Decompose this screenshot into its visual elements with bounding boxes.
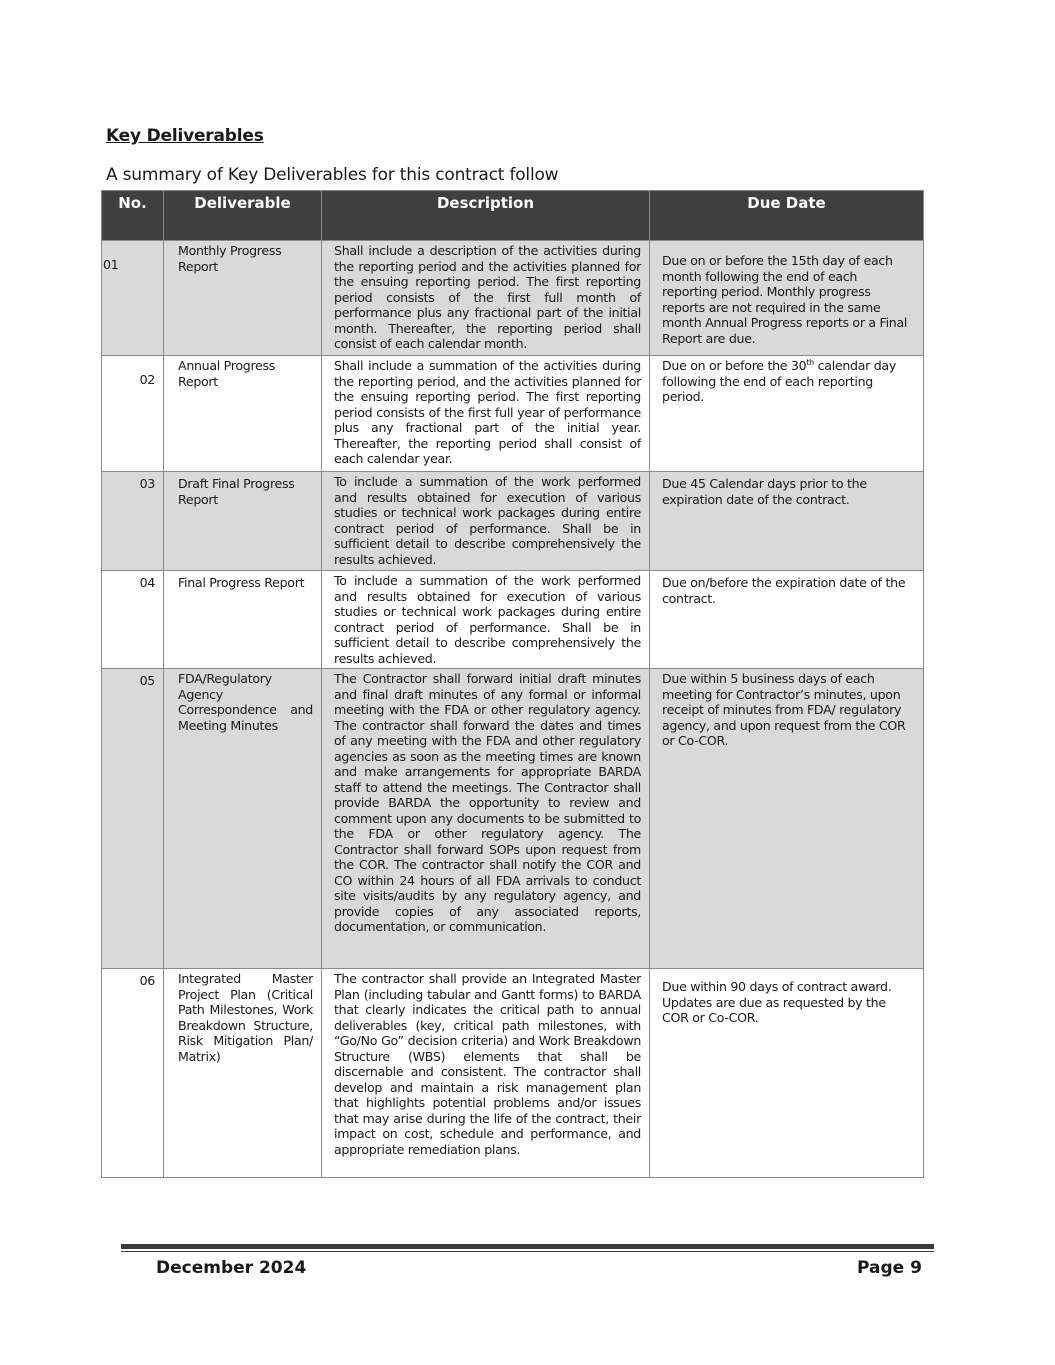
table-row [102,669,924,969]
due-date: Due within 90 days of contract award. Updates are due as requested by the COR or Co-COR. [650,969,924,1178]
footer-date: December 2024 [156,1258,307,1278]
deliverables-table [101,190,924,1178]
intro-text: A summary of Key Deliverables for this contract follow [106,165,559,185]
deliverable-description: To include a summation of the work performed and results obtained for execution of various studies or technical work packages during entire contract period of performance. Shall be in sufficient detail to describe comprehensively the results achieved. [322,571,650,669]
table-row [102,571,924,669]
table-header-row [102,191,924,241]
table-row [102,969,924,1178]
deliverable-name: FDA/Regulatory Agency Correspondence and Meeting Minutes [164,669,322,969]
deliverable-description: The contractor shall provide an Integrated Master Plan (including tabular and Gantt forms) to BARDA that clearly indicates the critical path to annual deliverables (key, critical path milestones, with “Go/No Go” decision criteria) and Work Breakdown Structure (WBS) elements that shall be discernable and consistent. The contractor shall develop and maintain a risk management plan that highlights potential problems and/or issues that may arise during the life of the contract, their impact on cost, schedule and performance, and appropriate remediation plans. [322,969,650,1178]
deliverable-description: Shall include a summation of the activities during the reporting period, and the activities planned for the ensuing reporting period. The first reporting period consists of the first full year of performance plus any fractional part of the initial year. Thereafter, the reporting period shall consist of each calendar year. [322,356,650,472]
section-heading: Key Deliverables [106,126,264,146]
table-row [102,356,924,472]
deliverable-name: Integrated Master Project Plan (Critical Path Milestones, Work Breakdown Structure, Risk Mitigation Plan/ Matrix) [164,969,322,1178]
deliverable-name: Draft Final Progress Report [164,472,322,571]
footer-divider [121,1244,934,1249]
due-date: Due within 5 business days of each meeting for Contractor’s minutes, upon receipt of minutes from FDA/ regulatory agency, and upon request from the COR or Co-COR. [650,669,924,969]
deliverable-name: Final Progress Report [164,571,322,669]
page-number: Page 9 [857,1258,922,1278]
row-number: 02 [102,356,164,472]
deliverable-name: Monthly Progress Report [164,241,322,356]
table-row [102,472,924,571]
row-number: 03 [102,472,164,571]
row-number: 06 [102,969,164,1178]
due-date: Due 45 Calendar days prior to the expiration date of the contract. [650,472,924,571]
table-row [102,241,924,356]
header-deliverable: Deliverable [164,191,322,241]
header-no: No. [102,191,164,241]
row-number: 05 [102,669,164,969]
due-date: Due on or before the 15th day of each month following the end of each reporting period. Monthly progress reports are not required in the same month Annual Progress reports or a Final Report are due. [650,241,924,356]
deliverable-description: The Contractor shall forward initial draft minutes and final draft minutes of any formal or informal meeting with the FDA or other regulatory agency. The contractor shall forward the dates and times of any meeting with the FDA and other regulatory agencies as soon as the meeting times are known and make arrangements for appropriate BARDA staff to attend the meetings. The Contractor shall provide BARDA the opportunity to review and comment upon any documents to be submitted to the FDA or other regulatory agency. The Contractor shall forward SOPs upon request from the COR. The contractor shall notify the COR and CO within 24 hours of all FDA arrivals to conduct site visits/audits by any regulatory agency, and provide copies of any associated reports, documentation, or communication. [322,669,650,969]
deliverable-description: To include a summation of the work performed and results obtained for execution of various studies or technical work packages during entire contract period of performance. Shall be in sufficient detail to describe comprehensively the results achieved. [322,472,650,571]
due-date: Due on or before the 30th calendar day following the end of each reporting period. [650,356,924,472]
header-due-date: Due Date [650,191,924,241]
row-number: 01 [102,241,164,356]
header-description: Description [322,191,650,241]
row-number: 04 [102,571,164,669]
footer-divider-thin [121,1251,934,1252]
due-date: Due on/before the expiration date of the contract. [650,571,924,669]
deliverable-name: Annual Progress Report [164,356,322,472]
deliverable-description: Shall include a description of the activities during the reporting period and the activities planned for the ensuing reporting period. The first reporting period consists of the first full month of performance plus any fractional part of the initial month. Thereafter, the reporting period shall consist of each calendar month. [322,241,650,356]
